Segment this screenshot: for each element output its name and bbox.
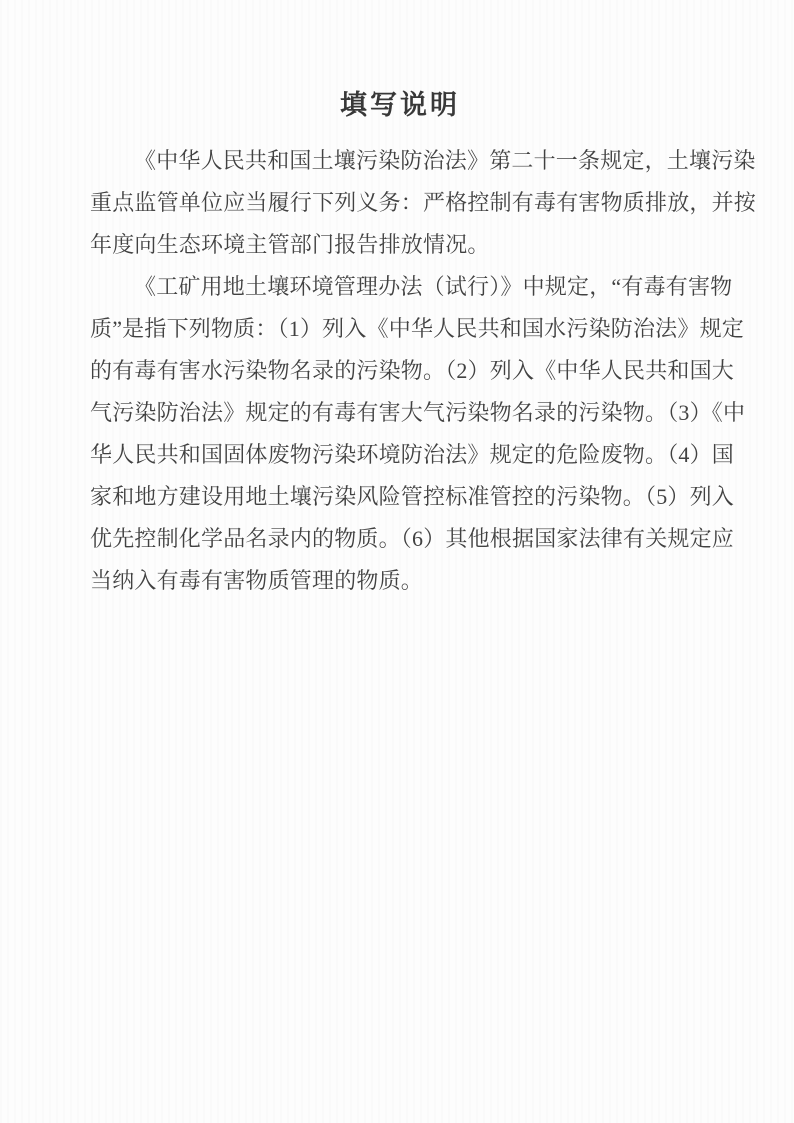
text-line: 华人民共和国固体废物污染环境防治法》规定的危险废物。（4）国 bbox=[90, 442, 735, 467]
paragraph-1 bbox=[90, 140, 757, 266]
text-line: 的有毒有害水污染物名录的污染物。（2）列入《中华人民共和国大 bbox=[90, 358, 735, 383]
text-line: 质”是指下列物质：（1）列入《中华人民共和国水污染防治法》规定 bbox=[90, 316, 744, 341]
paragraph-2 bbox=[90, 266, 746, 602]
text-line: 当纳入有毒有害物质管理的物质。 bbox=[90, 568, 424, 593]
text-line: 优先控制化学品名录内的物质。（6）其他根据国家法律有关规定应 bbox=[90, 526, 735, 551]
text-line: 《中华人民共和国土壤污染防治法》第二十一条规定，土壤污染 bbox=[134, 148, 756, 173]
page-title: 填写说明 bbox=[340, 90, 460, 120]
text-line: 重点监管单位应当履行下列义务：严格控制有毒有害物质排放，并按 bbox=[90, 190, 757, 215]
text-line: 年度向生态环境主管部门报告排放情况。 bbox=[90, 232, 490, 257]
text-line: 家和地方建设用地土壤污染风险管控标准管控的污染物。（5）列入 bbox=[90, 484, 735, 509]
text-line: 《工矿用地土壤环境管理办法（试行）》中规定，“有毒有害物 bbox=[134, 274, 733, 299]
text-line: 气污染防治法》规定的有毒有害大气污染物名录的污染物。（3）《中 bbox=[90, 400, 746, 425]
page-content bbox=[90, 86, 757, 602]
